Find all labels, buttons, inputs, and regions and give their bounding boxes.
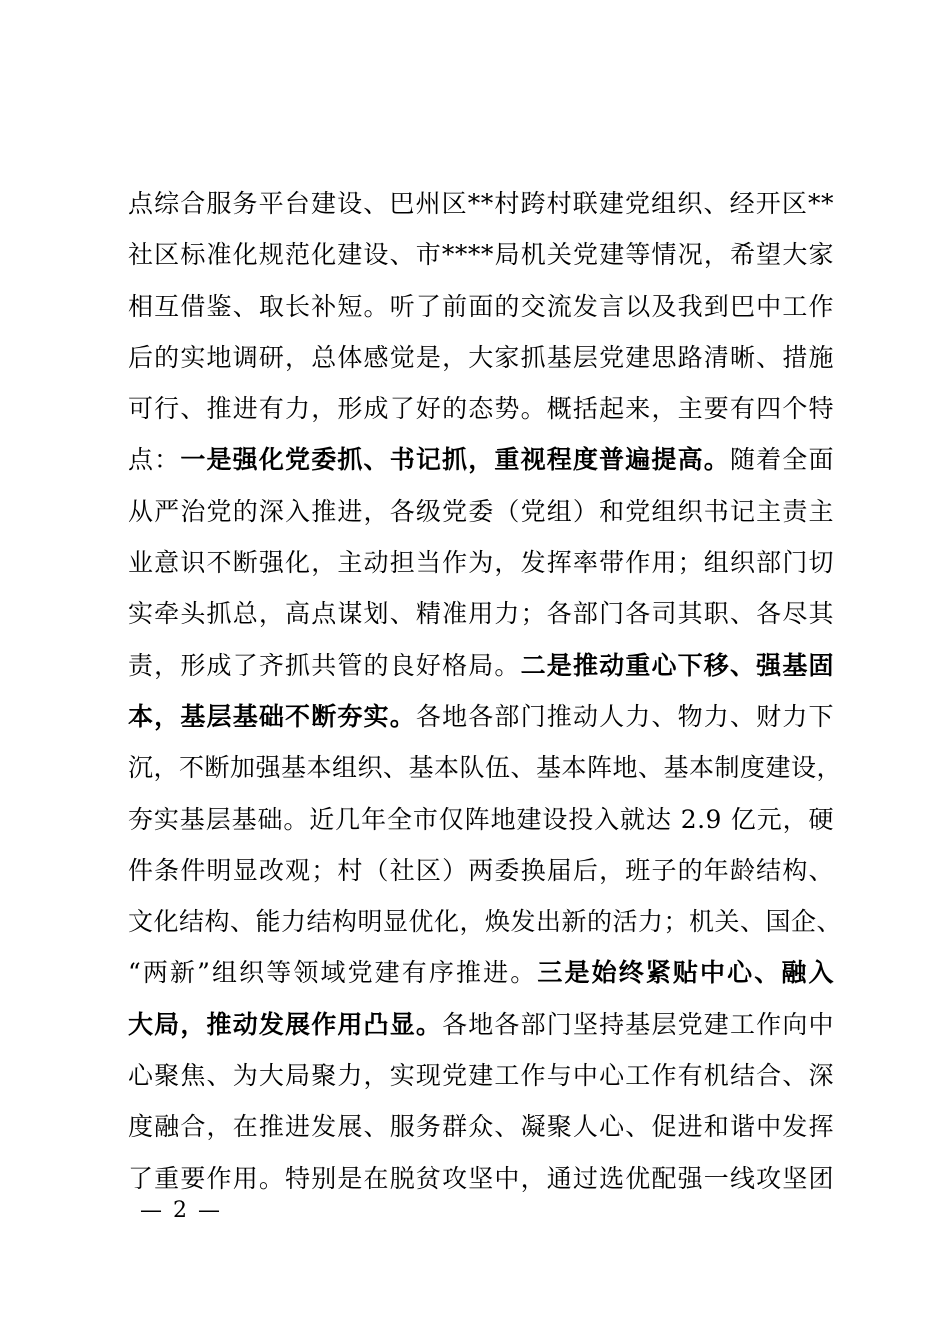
- body-text: 责，形成了齐抓共管的良好格局。: [128, 650, 521, 680]
- body-text: 度融合，在推进发展、服务群众、凝聚人心、促进和谐中发挥: [128, 1112, 834, 1142]
- document-body: [128, 178, 843, 1204]
- text-line: [128, 486, 834, 537]
- bold-heading-text: 大局，推动发展作用凸显。: [128, 1009, 443, 1039]
- body-text: 各地各部门坚持基层党建工作向中: [442, 1009, 834, 1039]
- body-text: 实牵头抓总，高点谋划、精准用力；各部门各司其职、各尽其: [128, 599, 834, 629]
- bold-heading-text: 一是强化党委抓、书记抓，重视程度普遍提高。: [180, 445, 730, 475]
- text-line: [128, 229, 834, 280]
- text-line: [128, 178, 834, 229]
- text-line: [128, 845, 834, 896]
- body-text: 随着全面: [729, 445, 834, 475]
- text-line: [128, 588, 834, 639]
- bold-heading-text: 本，基层基础不断夯实。: [128, 701, 416, 731]
- body-text: “两新”组织等领域党建有序推进。: [128, 958, 538, 988]
- text-line: [128, 691, 834, 742]
- text-line: [128, 332, 834, 383]
- text-line: [128, 281, 834, 332]
- body-text: 后的实地调研，总体感觉是，大家抓基层党建思路清晰、措施: [128, 342, 834, 372]
- text-line: [128, 999, 834, 1050]
- body-text: 从严治党的深入推进，各级党委（党组）和党组织书记主责主: [128, 496, 834, 526]
- body-text: 业意识不断强化，主动担当作为，发挥率带作用；组织部门切: [128, 548, 834, 578]
- body-text: 沉，不断加强基本组织、基本队伍、基本阵地、基本制度建设，: [128, 753, 843, 783]
- body-text: 社区标准化规范化建设、市****局机关党建等情况，希望大家: [128, 240, 834, 270]
- text-line: [128, 947, 834, 998]
- text-line: [128, 1153, 834, 1204]
- body-text: 相互借鉴、取长补短。听了前面的交流发言以及我到巴中工作: [128, 291, 834, 321]
- text-line: [128, 742, 843, 793]
- body-text: 夯实基层基础。近几年全市仅阵地建设投入就达 2.9 亿元，硬: [128, 804, 834, 834]
- body-text: 了重要作用。特别是在脱贫攻坚中，通过选优配强一线攻坚团: [128, 1163, 834, 1193]
- bold-heading-text: 二是推动重心下移、强基固: [520, 650, 834, 680]
- text-line: [128, 383, 834, 434]
- bold-heading-text: 三是始终紧贴中心、融入: [537, 958, 834, 988]
- text-line: [128, 1050, 834, 1101]
- page-number: — 2 —: [140, 1198, 222, 1223]
- body-text: 各地各部门推动人力、物力、财力下: [415, 701, 834, 731]
- body-text: 文化结构、能力结构明显优化，焕发出新的活力；机关、国企、: [128, 907, 843, 937]
- text-line: [128, 896, 843, 947]
- body-text: 点：: [128, 445, 181, 475]
- text-line: [128, 1101, 834, 1152]
- body-text: 可行、推进有力，形成了好的态势。概括起来，主要有四个特: [128, 394, 834, 424]
- text-line: [128, 794, 834, 845]
- text-line: [128, 434, 834, 485]
- body-text: 心聚焦、为大局聚力，实现党建工作与中心工作有机结合、深: [128, 1061, 834, 1091]
- body-text: 点综合服务平台建设、巴州区**村跨村联建党组织、经开区**: [128, 189, 834, 218]
- text-line: [128, 537, 834, 588]
- text-line: [128, 640, 834, 691]
- body-text: 件条件明显改观；村（社区）两委换届后，班子的年龄结构、: [128, 855, 834, 885]
